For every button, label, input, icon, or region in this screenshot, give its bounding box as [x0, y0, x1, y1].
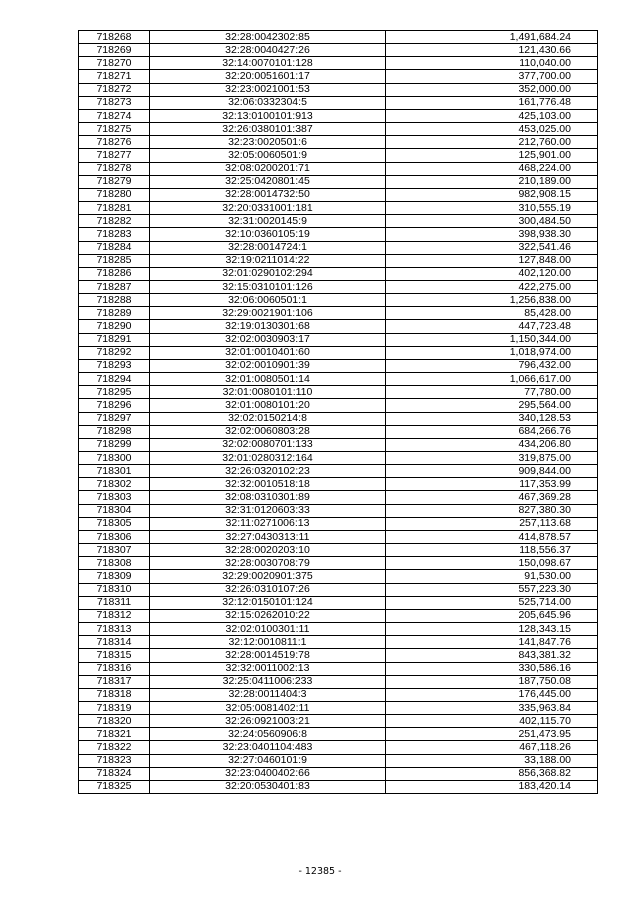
amount-cell: 205,645.96: [386, 609, 598, 622]
record-id-cell: 718312: [79, 609, 150, 622]
table-row: [79, 280, 598, 293]
amount-cell: 187,750.08: [386, 675, 598, 688]
record-id-cell: 718313: [79, 623, 150, 636]
table-row: [79, 44, 598, 57]
record-id-cell: 718281: [79, 202, 150, 215]
table-row: [79, 31, 598, 44]
record-id-cell: 718309: [79, 570, 150, 583]
table-row: [79, 123, 598, 136]
amount-cell: 1,150,344.00: [386, 333, 598, 346]
record-id-cell: 718307: [79, 544, 150, 557]
amount-cell: 352,000.00: [386, 83, 598, 96]
record-id-cell: 718289: [79, 307, 150, 320]
cadastral-number-cell: 32:28:0014724:1: [150, 241, 386, 254]
table-row: [79, 320, 598, 333]
amount-cell: 434,206.80: [386, 438, 598, 451]
record-id-cell: 718271: [79, 70, 150, 83]
table-row: [79, 386, 598, 399]
record-id-cell: 718292: [79, 346, 150, 359]
record-id-cell: 718298: [79, 425, 150, 438]
record-id-cell: 718306: [79, 530, 150, 543]
table-row: [79, 412, 598, 425]
cadastral-number-cell: 32:23:0400402:66: [150, 767, 386, 780]
table-row: [79, 636, 598, 649]
record-id-cell: 718274: [79, 109, 150, 122]
cadastral-number-cell: 32:28:0042302:85: [150, 31, 386, 44]
cadastral-number-cell: 32:23:0401104:483: [150, 741, 386, 754]
cadastral-number-cell: 32:26:0921003:21: [150, 715, 386, 728]
cadastral-number-cell: 32:20:0530401:83: [150, 780, 386, 793]
record-id-cell: 718275: [79, 123, 150, 136]
cadastral-number-cell: 32:25:0420801:45: [150, 175, 386, 188]
table-row: [79, 504, 598, 517]
record-id-cell: 718285: [79, 254, 150, 267]
cadastral-number-cell: 32:28:0030708:79: [150, 557, 386, 570]
record-id-cell: 718294: [79, 373, 150, 386]
cadastral-number-cell: 32:06:0332304:5: [150, 96, 386, 109]
record-id-cell: 718323: [79, 754, 150, 767]
table-row: [79, 623, 598, 636]
amount-cell: 128,343.15: [386, 623, 598, 636]
cadastral-number-cell: 32:32:0010518:18: [150, 478, 386, 491]
table-row: [79, 452, 598, 465]
record-id-cell: 718302: [79, 478, 150, 491]
table-row: [79, 780, 598, 793]
amount-cell: 257,113.68: [386, 517, 598, 530]
cadastral-number-cell: 32:19:0211014:22: [150, 254, 386, 267]
amount-cell: 398,938.30: [386, 228, 598, 241]
table-row: [79, 267, 598, 280]
record-id-cell: 718325: [79, 780, 150, 793]
table-row: [79, 359, 598, 372]
cadastral-number-cell: 32:05:0081402:11: [150, 701, 386, 714]
record-id-cell: 718280: [79, 188, 150, 201]
amount-cell: 1,491,684.24: [386, 31, 598, 44]
table-row: [79, 754, 598, 767]
amount-cell: 125,901.00: [386, 149, 598, 162]
amount-cell: 467,118.26: [386, 741, 598, 754]
table-row: [79, 557, 598, 570]
table-row: [79, 202, 598, 215]
amount-cell: 295,564.00: [386, 399, 598, 412]
record-id-cell: 718296: [79, 399, 150, 412]
amount-cell: 85,428.00: [386, 307, 598, 320]
amount-cell: 161,776.48: [386, 96, 598, 109]
table-row: [79, 228, 598, 241]
table-row: [79, 57, 598, 70]
cadastral-number-cell: 32:26:0380101:387: [150, 123, 386, 136]
amount-cell: 1,256,838.00: [386, 294, 598, 307]
cadastral-number-cell: 32:10:0360105:19: [150, 228, 386, 241]
amount-cell: 300,484.50: [386, 215, 598, 228]
amount-cell: 525,714.00: [386, 596, 598, 609]
table-row: [79, 715, 598, 728]
record-id-cell: 718311: [79, 596, 150, 609]
record-id-cell: 718308: [79, 557, 150, 570]
table-row: [79, 109, 598, 122]
amount-cell: 467,369.28: [386, 491, 598, 504]
amount-cell: 982,908.15: [386, 188, 598, 201]
cadastral-number-cell: 32:31:0120603:33: [150, 504, 386, 517]
amount-cell: 557,223.30: [386, 583, 598, 596]
cadastral-number-cell: 32:02:0030903:17: [150, 333, 386, 346]
amount-cell: 402,115.70: [386, 715, 598, 728]
table-row: [79, 530, 598, 543]
records-table-body: [79, 31, 598, 794]
table-row: [79, 346, 598, 359]
amount-cell: 402,120.00: [386, 267, 598, 280]
record-id-cell: 718300: [79, 452, 150, 465]
cadastral-number-cell: 32:32:0011002:13: [150, 662, 386, 675]
record-id-cell: 718310: [79, 583, 150, 596]
amount-cell: 77,780.00: [386, 386, 598, 399]
record-id-cell: 718278: [79, 162, 150, 175]
cadastral-number-cell: 32:26:0320102:23: [150, 465, 386, 478]
table-row: [79, 241, 598, 254]
cadastral-number-cell: 32:28:0014519:78: [150, 649, 386, 662]
cadastral-number-cell: 32:20:0051601:17: [150, 70, 386, 83]
cadastral-number-cell: 32:02:0010901:39: [150, 359, 386, 372]
amount-cell: 414,878.57: [386, 530, 598, 543]
amount-cell: 909,844.00: [386, 465, 598, 478]
record-id-cell: 718287: [79, 280, 150, 293]
amount-cell: 377,700.00: [386, 70, 598, 83]
cadastral-number-cell: 32:24:0560906:8: [150, 728, 386, 741]
table-row: [79, 583, 598, 596]
amount-cell: 212,760.00: [386, 136, 598, 149]
cadastral-number-cell: 32:20:0331001:181: [150, 202, 386, 215]
amount-cell: 453,025.00: [386, 123, 598, 136]
record-id-cell: 718299: [79, 438, 150, 451]
cadastral-number-cell: 32:19:0130301:68: [150, 320, 386, 333]
table-row: [79, 438, 598, 451]
cadastral-number-cell: 32:28:0014732:50: [150, 188, 386, 201]
record-id-cell: 718293: [79, 359, 150, 372]
amount-cell: 91,530.00: [386, 570, 598, 583]
cadastral-number-cell: 32:15:0310101:126: [150, 280, 386, 293]
record-id-cell: 718291: [79, 333, 150, 346]
amount-cell: 340,128.53: [386, 412, 598, 425]
table-row: [79, 149, 598, 162]
record-id-cell: 718279: [79, 175, 150, 188]
amount-cell: 183,420.14: [386, 780, 598, 793]
cadastral-number-cell: 32:26:0310107:26: [150, 583, 386, 596]
cadastral-number-cell: 32:31:0020145:9: [150, 215, 386, 228]
record-id-cell: 718321: [79, 728, 150, 741]
cadastral-number-cell: 32:13:0100101:913: [150, 109, 386, 122]
record-id-cell: 718273: [79, 96, 150, 109]
cadastral-number-cell: 32:28:0020203:10: [150, 544, 386, 557]
table-row: [79, 662, 598, 675]
table-row: [79, 254, 598, 267]
cadastral-number-cell: 32:28:0040427:26: [150, 44, 386, 57]
table-row: [79, 175, 598, 188]
cadastral-number-cell: 32:01:0280312:164: [150, 452, 386, 465]
amount-cell: 150,098.67: [386, 557, 598, 570]
table-row: [79, 596, 598, 609]
table-row: [79, 609, 598, 622]
record-id-cell: 718290: [79, 320, 150, 333]
cadastral-number-cell: 32:02:0100301:11: [150, 623, 386, 636]
record-id-cell: 718272: [79, 83, 150, 96]
table-row: [79, 675, 598, 688]
table-row: [79, 478, 598, 491]
record-id-cell: 718276: [79, 136, 150, 149]
table-row: [79, 188, 598, 201]
cadastral-number-cell: 32:02:0060803:28: [150, 425, 386, 438]
cadastral-number-cell: 32:12:0010811:1: [150, 636, 386, 649]
amount-cell: 1,018,974.00: [386, 346, 598, 359]
table-row: [79, 701, 598, 714]
record-id-cell: 718315: [79, 649, 150, 662]
table-row: [79, 767, 598, 780]
cadastral-number-cell: 32:01:0290102:294: [150, 267, 386, 280]
cadastral-number-cell: 32:01:0010401:60: [150, 346, 386, 359]
cadastral-number-cell: 32:23:0021001:53: [150, 83, 386, 96]
table-row: [79, 162, 598, 175]
record-id-cell: 718316: [79, 662, 150, 675]
table-row: [79, 373, 598, 386]
cadastral-number-cell: 32:01:0080101:110: [150, 386, 386, 399]
table-row: [79, 491, 598, 504]
amount-cell: 121,430.66: [386, 44, 598, 57]
table-row: [79, 83, 598, 96]
cadastral-number-cell: 32:02:0080701:133: [150, 438, 386, 451]
table-row: [79, 649, 598, 662]
table-row: [79, 570, 598, 583]
amount-cell: 796,432.00: [386, 359, 598, 372]
record-id-cell: 718319: [79, 701, 150, 714]
cadastral-number-cell: 32:28:0011404:3: [150, 688, 386, 701]
record-id-cell: 718304: [79, 504, 150, 517]
cadastral-number-cell: 32:08:0200201:71: [150, 162, 386, 175]
cadastral-number-cell: 32:06:0060501:1: [150, 294, 386, 307]
amount-cell: 141,847.76: [386, 636, 598, 649]
table-row: [79, 70, 598, 83]
cadastral-number-cell: 32:05:0060501:9: [150, 149, 386, 162]
record-id-cell: 718322: [79, 741, 150, 754]
record-id-cell: 718269: [79, 44, 150, 57]
cadastral-number-cell: 32:23:0020501:6: [150, 136, 386, 149]
record-id-cell: 718317: [79, 675, 150, 688]
cadastral-number-cell: 32:14:0070101:128: [150, 57, 386, 70]
amount-cell: 251,473.95: [386, 728, 598, 741]
table-row: [79, 425, 598, 438]
cadastral-number-cell: 32:15:0262010:22: [150, 609, 386, 622]
table-row: [79, 517, 598, 530]
table-row: [79, 728, 598, 741]
record-id-cell: 718283: [79, 228, 150, 241]
amount-cell: 33,188.00: [386, 754, 598, 767]
amount-cell: 210,189.00: [386, 175, 598, 188]
amount-cell: 425,103.00: [386, 109, 598, 122]
table-row: [79, 465, 598, 478]
amount-cell: 110,040.00: [386, 57, 598, 70]
record-id-cell: 718286: [79, 267, 150, 280]
cadastral-number-cell: 32:25:0411006:233: [150, 675, 386, 688]
record-id-cell: 718282: [79, 215, 150, 228]
record-id-cell: 718284: [79, 241, 150, 254]
cadastral-number-cell: 32:01:0080101:20: [150, 399, 386, 412]
amount-cell: 1,066,617.00: [386, 373, 598, 386]
amount-cell: 330,586.16: [386, 662, 598, 675]
amount-cell: 322,541.46: [386, 241, 598, 254]
table-row: [79, 96, 598, 109]
page-number: - 12385 -: [298, 866, 342, 877]
table-row: [79, 544, 598, 557]
amount-cell: 856,368.82: [386, 767, 598, 780]
table-row: [79, 136, 598, 149]
amount-cell: 127,848.00: [386, 254, 598, 267]
table-row: [79, 215, 598, 228]
record-id-cell: 718270: [79, 57, 150, 70]
record-id-cell: 718303: [79, 491, 150, 504]
cadastral-number-cell: 32:01:0080501:14: [150, 373, 386, 386]
table-row: [79, 688, 598, 701]
table-row: [79, 741, 598, 754]
amount-cell: 176,445.00: [386, 688, 598, 701]
cadastral-number-cell: 32:27:0460101:9: [150, 754, 386, 767]
record-id-cell: 718320: [79, 715, 150, 728]
record-id-cell: 718268: [79, 31, 150, 44]
record-id-cell: 718297: [79, 412, 150, 425]
cadastral-number-cell: 32:11:0271006:13: [150, 517, 386, 530]
table-row: [79, 399, 598, 412]
record-id-cell: 718301: [79, 465, 150, 478]
records-table: [78, 30, 598, 794]
cadastral-number-cell: 32:02:0150214:8: [150, 412, 386, 425]
record-id-cell: 718318: [79, 688, 150, 701]
amount-cell: 118,556.37: [386, 544, 598, 557]
record-id-cell: 718295: [79, 386, 150, 399]
table-row: [79, 307, 598, 320]
record-id-cell: 718305: [79, 517, 150, 530]
cadastral-number-cell: 32:12:0150101:124: [150, 596, 386, 609]
table-row: [79, 294, 598, 307]
amount-cell: 827,380.30: [386, 504, 598, 517]
record-id-cell: 718288: [79, 294, 150, 307]
record-id-cell: 718277: [79, 149, 150, 162]
record-id-cell: 718314: [79, 636, 150, 649]
amount-cell: 447,723.48: [386, 320, 598, 333]
table-row: [79, 333, 598, 346]
amount-cell: 422,275.00: [386, 280, 598, 293]
record-id-cell: 718324: [79, 767, 150, 780]
amount-cell: 468,224.00: [386, 162, 598, 175]
amount-cell: 117,353.99: [386, 478, 598, 491]
cadastral-number-cell: 32:29:0020901:375: [150, 570, 386, 583]
cadastral-number-cell: 32:29:0021901:106: [150, 307, 386, 320]
cadastral-number-cell: 32:08:0310301:89: [150, 491, 386, 504]
amount-cell: 843,381.32: [386, 649, 598, 662]
amount-cell: 684,266.76: [386, 425, 598, 438]
amount-cell: 319,875.00: [386, 452, 598, 465]
cadastral-number-cell: 32:27:0430313:11: [150, 530, 386, 543]
amount-cell: 310,555.19: [386, 202, 598, 215]
amount-cell: 335,963.84: [386, 701, 598, 714]
